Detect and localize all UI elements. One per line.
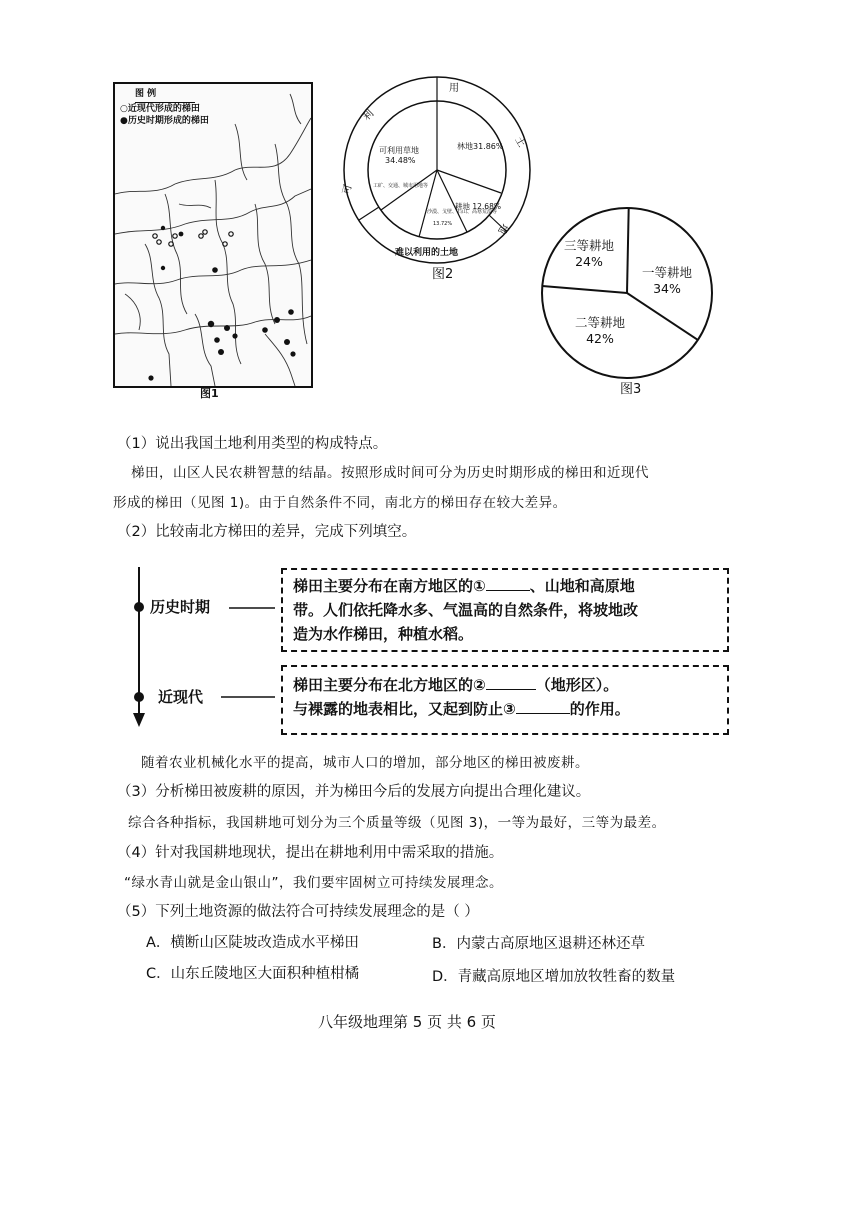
pie-label-grade3-name: 三等耕地 xyxy=(563,238,615,253)
historical-period-box xyxy=(281,568,729,652)
timeline-graphic xyxy=(125,565,285,735)
question-4: （4）针对我国耕地现状，提出在耕地利用中需采取的措施。 xyxy=(117,845,504,861)
box1-line2: 带。人们依托降水多、气温高的自然条件，将坡地改 xyxy=(293,601,639,619)
ring-char-yong: 用 xyxy=(449,83,459,94)
ring-char-di: 地 xyxy=(495,221,510,236)
paragraph-terraces-line2: 形成的梯田（见图 1)。由于自然条件不同，南北方的梯田存在较大差异。 xyxy=(113,495,567,511)
paragraph-grades: 综合各种指标，我国耕地可划分为三个质量等级（见图 3)，一等为最好，三等为最差。 xyxy=(128,815,666,831)
box1-text-a: 梯田主要分布在南方地区的① xyxy=(293,577,486,595)
pie-label-grade1-pct: 34% xyxy=(653,281,681,296)
box2-text-d: 的作用。 xyxy=(569,700,630,718)
pie-label-grade2-pct: 42% xyxy=(586,331,614,346)
blank-2[interactable] xyxy=(486,675,536,690)
slice-label-forest: 林地31.86% xyxy=(457,142,504,151)
box2-text-b: （地形区）。 xyxy=(535,676,619,694)
option-a[interactable]: A．横断山区陡坡改造成水平梯田 xyxy=(146,935,359,951)
pie-label-grade1-name: 一等耕地 xyxy=(641,265,693,280)
option-d[interactable]: D．青藏高原地区增加放牧牲畜的数量 xyxy=(432,969,676,985)
ring-char-ke: 可 xyxy=(341,183,355,196)
box1-line3: 造为水作梯田，种植水稻。 xyxy=(293,625,474,643)
ring-char-li: 利 xyxy=(361,108,377,124)
map-legend-title: 图 例 xyxy=(135,88,195,103)
slice-label-desert-pct: 13.72% xyxy=(433,221,453,227)
map-outline-graphic xyxy=(115,84,311,386)
box2-text-a: 梯田主要分布在北方地区的② xyxy=(293,676,486,694)
slice-label-grassland-pct: 34.48% xyxy=(385,156,416,165)
timeline-label-modern: 近现代 xyxy=(158,688,204,706)
timeline-dot-historical xyxy=(134,602,144,612)
slice-label-mining: 工矿、交通、城市用地等 xyxy=(373,183,429,189)
slice-label-grassland-name: 可利用草地 xyxy=(379,146,419,155)
box1-text-b: 、山地和高原地 xyxy=(529,577,635,595)
blank-3[interactable] xyxy=(516,699,570,714)
legend-item-historical: ●历史时期形成的梯田 xyxy=(120,116,209,126)
paragraph-sustainability: “绿水青山就是金山银山”，我们要牢固树立可持续发展理念。 xyxy=(124,875,503,891)
blank-1[interactable] xyxy=(486,576,530,591)
terrace-distribution-map xyxy=(113,82,313,388)
pie-label-grade3-pct: 24% xyxy=(575,254,603,269)
question-3: （3）分析梯田被废耕的原因，并为梯田今后的发展方向提出合理化建议。 xyxy=(117,784,591,800)
timeline-label-historical: 历史时期 xyxy=(150,598,211,616)
legend-item-modern: ○近现代形成的梯田 xyxy=(120,104,200,114)
paragraph-terraces-line1: 梯田，山区人民农耕智慧的结晶。按照形成时间可分为历史时期形成的梯田和近现代 xyxy=(131,465,649,481)
ring-char-tu: 土 xyxy=(512,135,527,150)
option-b[interactable]: B．内蒙古高原地区退耕还林还草 xyxy=(432,936,645,952)
box2-text-c: 与裸露的地表相比，又起到防止③ xyxy=(293,700,516,718)
slice-label-desert: 沙漠、戈壁、石山、高寒荒漠等 xyxy=(427,209,498,215)
ring-label-unusable: 难以利用的土地 xyxy=(395,248,459,258)
pie-slices xyxy=(542,208,712,378)
figure1-caption: 图1 xyxy=(200,387,219,400)
cropland-grade-pie xyxy=(537,205,717,385)
question-5: （5）下列土地资源的做法符合可持续发展理念的是（ ） xyxy=(117,904,479,920)
question-2: （2）比较南北方梯田的差异，完成下列填空。 xyxy=(117,524,417,540)
slice-label-cropland: 耕地 12.68% xyxy=(455,202,501,211)
option-c[interactable]: C．山东丘陵地区大面积种植柑橘 xyxy=(146,966,360,982)
pie-label-grade2-name: 二等耕地 xyxy=(574,315,626,330)
land-use-ring-chart xyxy=(337,75,537,290)
figure3-caption: 图3 xyxy=(620,382,642,397)
timeline-dot-modern xyxy=(134,692,144,702)
modern-period-box xyxy=(281,665,729,735)
timeline-arrow-icon xyxy=(133,713,145,727)
paragraph-abandonment: 随着农业机械化水平的提高，城市人口的增加，部分地区的梯田被废耕。 xyxy=(141,755,589,771)
page-footer: 八年级地理第 5 页 共 6 页 xyxy=(318,1013,496,1031)
map-legend xyxy=(115,84,311,127)
question-1: （1）说出我国土地利用类型的构成特点。 xyxy=(117,436,388,452)
figure2-caption: 图2 xyxy=(432,267,454,282)
